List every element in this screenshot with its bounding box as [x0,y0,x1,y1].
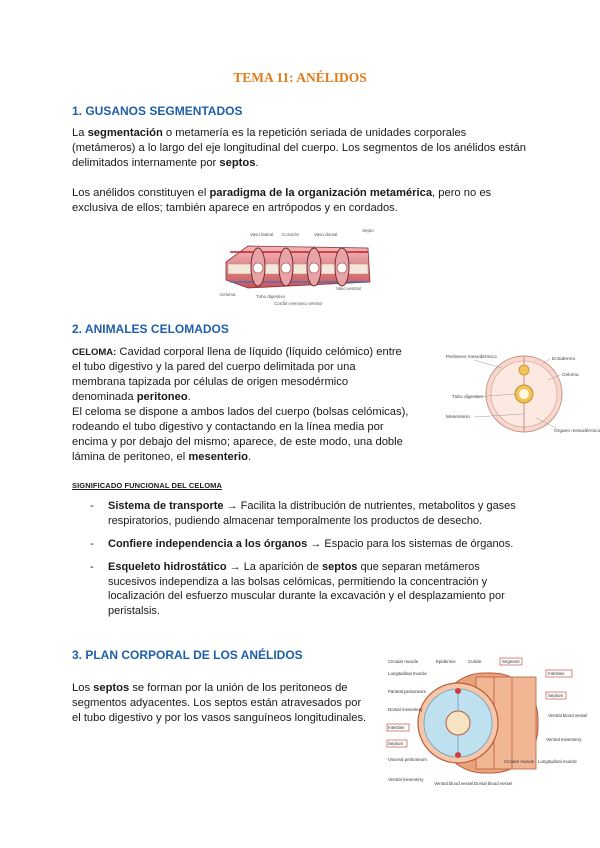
label-vaso-ventral: Vaso ventral [336,286,361,291]
label-circular-muscle: Circular muscle [388,659,419,664]
label-ventral-mesentery-left: Ventral mesentery [388,777,424,782]
bullet-esqueleto: - Esqueleto hidrostático → La aparición de septos que separan metámeros sucesivos independiza a las bolsas celómicas, permitiendo la concentración y localización del esfuerzo muscular durante la excavación y el desplazamiento por peristalsis. [90,561,505,617]
bullet-independencia: - Confiere independencia a los órganos → Espacio para los sistemas de órganos. [90,538,514,550]
label-ectodermo: Ectodermo [552,357,576,362]
section-2-paragraph-1: CELOMA: Cavidad corporal llena de líquido (líquido celómico) entre el tubo digestivo y la pared del cuerpo delimitada por una membrana tapizada por células de origen mesodérmico denominada peritoneo. [72,346,402,403]
section-1-heading: 1. GUSANOS SEGMENTADOS [72,104,243,118]
page-title: TEMA 11: ANÉLIDOS [233,70,367,85]
label-septo: Septo [362,228,374,233]
label-septum-left: Septum [388,741,404,746]
label-dorsal-vessel-bottom: Dorsal blood vessel [474,781,513,786]
label-segment: Segment [502,659,520,664]
label-parietal: Parietal peritoneum [388,689,427,694]
label-corazon: Corazón [282,232,300,237]
label-peritoneo: Peritoneo mesodérmico [446,355,497,360]
coelom-cross-section-figure [444,348,600,444]
section-3-paragraph-1: Los septos se forman por la unión de los peritoneos de segmentos adyacentes. Los septos están atravesados por el tubo digestivo y por los vasos sanguíneos longitudinales. [72,682,367,724]
label-celoma-2: Celoma [562,373,579,378]
label-ventral-vessel-right: Ventral blood vessel [548,713,588,718]
label-vaso-lateral: Vaso lateral [250,232,274,237]
annelid-body-plan-figure [386,657,588,793]
section-1-paragraph-2: Los anélidos constituyen el paradigma de la organización metamérica, pero no es exclusiva de ellos; también aparece en artrópodos y en cordados. [72,187,492,214]
label-vaso-dorsal: Vaso dorsal [314,232,338,237]
label-ventral-mesentery-right: Ventral mesentery [546,737,582,742]
label-epidermis: Epidermis [436,659,456,664]
section-2-paragraph-2: El celoma se dispone a ambos lados del cuerpo (bolsas celómicas), rodeando el tubo digestivo y contactando en la línea media por encima y por debajo del mismo; aparece, de este modo, una doble lámina de peritoneo, el mesenterio. [72,406,409,463]
label-ventral-vessel-bottom: Ventral blood vessel [434,781,474,786]
label-organo: Órgano mesodérmico [554,429,600,434]
label-cordon-nervioso: Cordón nervioso ventral [274,301,322,306]
section-3-heading: 3. PLAN CORPORAL DE LOS ANÉLIDOS [72,648,303,662]
label-cuticle: Cuticle [468,659,482,664]
label-longitudinal-bottom: Longitudinal muscle [538,759,577,764]
annelid-segments-figure [218,222,378,306]
section-1-paragraph-1: La segmentación o metamería es la repetición seriada de unidades corporales (metámeros) a lo largo del eje longitudinal del cuerpo. Los segmentos de los anélidos están delimitados internamente por septos. [72,127,526,169]
label-tubo-digestivo: Tubo digestivo [256,294,286,299]
bullet-transporte: - Sistema de transporte → Facilita la distribución de nutrientes, metabolitos y gases respiratorios, pudiendo almacenar temporalmente los productos de desecho. [90,500,516,527]
label-visceral: Visceral peritoneum [388,757,427,762]
celoma-subheading: SIGNIFICADO FUNCIONAL DEL CELOMA [72,481,223,490]
label-circular-muscle-bottom: Circular muscle [504,759,535,764]
label-celoma: Celoma [220,292,236,297]
label-mesenterio: Mesenterio [446,415,470,420]
label-longitudinal-muscle: Longitudinal muscle [388,671,427,676]
label-dorsal-mesentery: Dorsal mesentery [388,707,423,712]
label-intestine-left: Intestine [388,725,405,730]
label-tubo: Tubo digestivo [452,395,484,400]
label-intestine-right: Intestine [548,671,565,676]
label-septum-right: Septum [548,693,564,698]
section-2-heading: 2. ANIMALES CELOMADOS [72,322,229,336]
